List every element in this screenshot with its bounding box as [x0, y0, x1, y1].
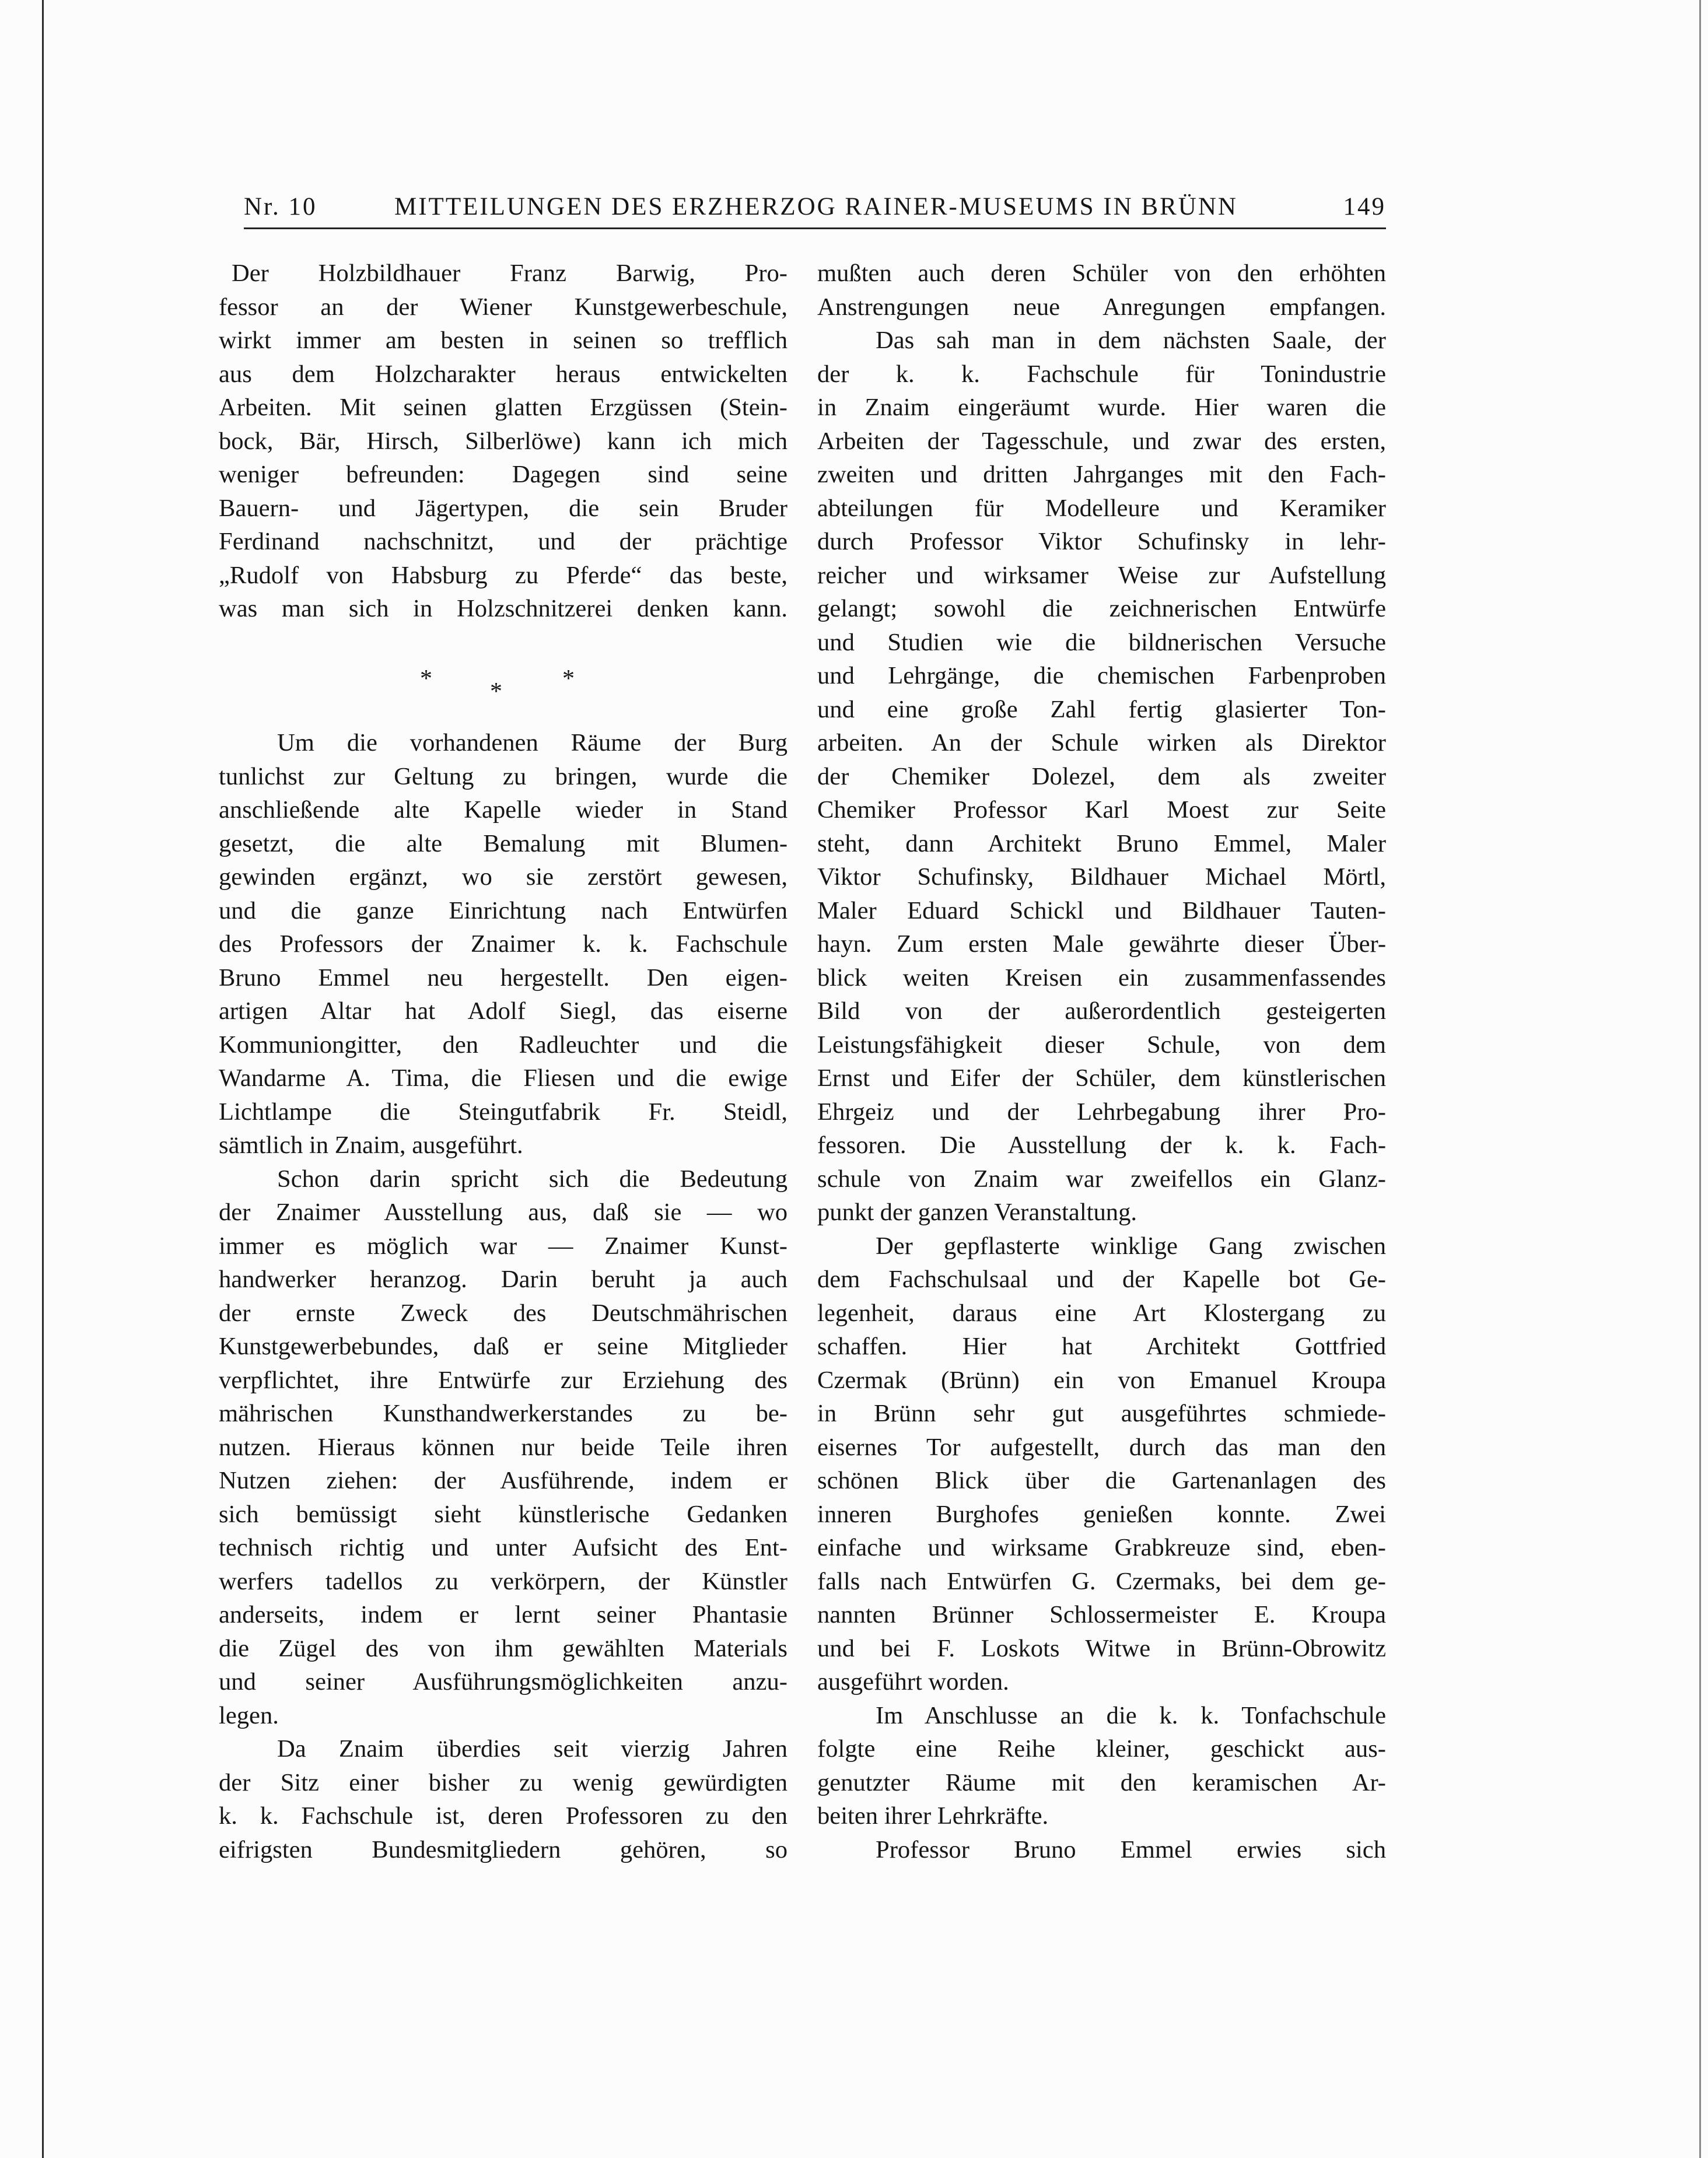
text-line: folgte eine Reihe kleiner, geschickt aus- — [817, 1735, 1386, 1763]
text-line: ausgeführt worden. — [817, 1668, 1009, 1695]
text-line: Der gepflasterte winklige Gang zwischen — [876, 1232, 1386, 1260]
scan-page-edge-right — [1699, 0, 1701, 2158]
text-line: Im Anschlusse an die k. k. Tonfachschule — [876, 1701, 1386, 1729]
text-line: Anstrengungen neue Anregungen empfangen. — [817, 293, 1386, 321]
section-separator — [420, 665, 595, 712]
text-line: Bruno Emmel neu hergestellt. Den eigen- — [219, 964, 788, 992]
text-line: Czermak (Brünn) ein von Emanuel Kroupa — [817, 1366, 1386, 1394]
text-line: Kommuniongitter, den Radleuchter und die — [219, 1031, 788, 1059]
running-header — [244, 192, 1386, 227]
text-line: Um die vorhandenen Räume der Burg — [277, 729, 788, 756]
text-line: werfers tadellos zu verkörpern, der Künstler — [219, 1567, 788, 1595]
page-number: 149 — [1343, 193, 1386, 220]
text-line: Leistungsfähigkeit dieser Schule, von dem — [817, 1031, 1386, 1059]
text-line: aus dem Holzcharakter heraus entwickelten — [219, 360, 788, 388]
text-line: mährischen Kunsthandwerkerstandes zu be- — [219, 1400, 788, 1427]
text-line: mußten auch deren Schüler von den erhöhten — [817, 260, 1386, 287]
text-line: bock, Bär, Hirsch, Silberlöwe) kann ich mich — [219, 427, 788, 455]
text-line: eifrigsten Bundesmitgliedern gehören, so — [219, 1835, 788, 1863]
text-line: gewinden ergänzt, wo sie zerstört gewesen, — [219, 863, 788, 891]
paragraph-kapelle — [219, 726, 788, 1162]
text-line: steht, dann Architekt Bruno Emmel, Maler — [817, 829, 1386, 857]
text-line: Bauern- und Jägertypen, die sein Bruder — [219, 494, 788, 522]
text-line: Ehrgeiz und der Lehrbegabung ihrer Pro- — [817, 1098, 1386, 1126]
paragraph-tonfachschule — [817, 1699, 1386, 1833]
text-line: Wandarme A. Tima, die Fliesen und die ewige — [219, 1064, 788, 1092]
text-line: k. k. Fachschule ist, deren Professoren zu den — [219, 1802, 788, 1830]
text-line: schaffen. Hier hat Architekt Gottfried — [817, 1333, 1386, 1360]
text-line: anderseits, indem er lernt seiner Phantasie — [219, 1601, 788, 1628]
text-line: Kunstgewerbebundes, daß er seine Mitglieder — [219, 1333, 788, 1360]
text-line: der k. k. Fachschule für Tonindustrie — [817, 360, 1386, 388]
paragraph-fachschule — [219, 1732, 788, 1866]
text-line: handwerker heranzog. Darin beruht ja auch — [219, 1266, 788, 1293]
text-line: fessor an der Wiener Kunstgewerbeschule, — [219, 293, 788, 321]
text-line: abteilungen für Modelleure und Keramiker — [817, 494, 1386, 522]
text-line: „Rudolf von Habsburg zu Pferde“ das beste, — [219, 561, 788, 589]
text-line: eisernes Tor aufgestellt, durch das man den — [817, 1433, 1386, 1461]
text-line: weniger befreunden: Dagegen sind seine — [219, 461, 788, 488]
text-line: schönen Blick über die Gartenanlagen des — [817, 1467, 1386, 1494]
text-line: legenheit, daraus eine Art Klostergang zu — [817, 1299, 1386, 1327]
text-line: Lichtlampe die Steingutfabrik Fr. Steidl, — [219, 1098, 788, 1126]
text-line: die Zügel des von ihm gewählten Materials — [219, 1634, 788, 1662]
text-line: Ernst und Eifer der Schüler, dem künstlerischen — [817, 1064, 1386, 1092]
text-line: reicher und wirksamer Weise zur Aufstellung — [817, 561, 1386, 589]
text-line: der Sitz einer bisher zu wenig gewürdigten — [219, 1768, 788, 1796]
text-line: durch Professor Viktor Schufinsky in lehr- — [817, 528, 1386, 555]
text-line: Bild von der außerordentlich gesteigerten — [817, 997, 1386, 1025]
text-line: punkt der ganzen Veranstaltung. — [817, 1199, 1138, 1226]
paragraph-barwig — [219, 257, 788, 626]
text-line: technisch richtig und unter Aufsicht des Ent- — [219, 1534, 788, 1561]
text-line: hayn. Zum ersten Male gewährte dieser Über- — [817, 930, 1386, 958]
text-line: anschließende alte Kapelle wieder in Stand — [219, 796, 788, 824]
text-line: in Znaim eingeräumt wurde. Hier waren die — [817, 394, 1386, 421]
paragraph-schueler — [817, 257, 1386, 324]
text-line: legen. — [219, 1701, 279, 1729]
text-line: sich bemüssigt sieht künstlerische Gedanken — [219, 1500, 788, 1528]
paragraph-klostergang — [817, 1229, 1386, 1699]
text-line: Nutzen ziehen: der Ausführende, indem er — [219, 1467, 788, 1494]
text-line: artigen Altar hat Adolf Siegl, das eiserne — [219, 997, 788, 1025]
text-line: einfache und wirksame Grabkreuze sind, eben- — [817, 1534, 1386, 1561]
text-line: Schon darin spricht sich die Bedeutung — [277, 1165, 788, 1193]
text-line: der Chemiker Dolezel, dem als zweiter — [817, 762, 1386, 790]
text-line: arbeiten. An der Schule wirken als Direktor — [817, 729, 1386, 756]
text-line: falls nach Entwürfen G. Czermaks, bei dem ge- — [817, 1567, 1386, 1595]
paragraph-tonindustrie — [817, 324, 1386, 1229]
text-line: nutzen. Hieraus können nur beide Teile ihren — [219, 1433, 788, 1461]
text-line: gelangt; sowohl die zeichnerischen Entwürfe — [817, 595, 1386, 622]
left-column — [219, 257, 788, 1866]
text-line: genutzter Räume mit den keramischen Ar- — [817, 1768, 1386, 1796]
text-line: und Lehrgänge, die chemischen Farbenproben — [817, 662, 1386, 689]
text-line: fessoren. Die Ausstellung der k. k. Fach- — [817, 1131, 1386, 1159]
text-line: wirkt immer am besten in seinen so trefflich — [219, 327, 788, 354]
text-line: Arbeiten. Mit seinen glatten Erzgüssen (Stein- — [219, 394, 788, 421]
text-line: dem Fachschulsaal und der Kapelle bot Ge- — [817, 1266, 1386, 1293]
text-line: der Znaimer Ausstellung aus, daß sie — wo — [219, 1199, 788, 1226]
text-line: und die ganze Einrichtung nach Entwürfen — [219, 896, 788, 924]
text-line: und eine große Zahl fertig glasierter Ton- — [817, 695, 1386, 723]
text-line: und seiner Ausführungsmöglichkeiten anzu- — [219, 1668, 788, 1695]
text-line: Chemiker Professor Karl Moest zur Seite — [817, 796, 1386, 824]
text-line: was man sich in Holzschnitzerei denken kann. — [219, 595, 788, 622]
text-line: der ernste Zweck des Deutschmährischen — [219, 1299, 788, 1327]
text-line: nannten Brünner Schlossermeister E. Kroupa — [817, 1601, 1386, 1628]
text-line: und Studien wie die bildnerischen Versuche — [817, 628, 1386, 656]
text-line: Professor Bruno Emmel erwies sich — [876, 1835, 1386, 1863]
paragraph-bedeutung — [219, 1162, 788, 1733]
asterisk: * — [490, 678, 502, 705]
text-line: blick weiten Kreisen ein zusammenfassendes — [817, 964, 1386, 992]
journal-title: MITTEILUNGEN DES ERZHERZOG RAINER-MUSEUMS IN BRÜNN — [394, 193, 1238, 220]
scan-page-edge-left — [42, 0, 44, 2158]
text-line: Arbeiten der Tagesschule, und zwar des ersten, — [817, 427, 1386, 455]
text-line: Ferdinand nachschnitzt, und der prächtige — [219, 528, 788, 555]
text-line: tunlichst zur Geltung zu bringen, wurde die — [219, 762, 788, 790]
text-line: sämtlich in Znaim, ausgeführt. — [219, 1131, 523, 1159]
text-line: zweiten und dritten Jahrganges mit den Fach- — [817, 461, 1386, 488]
text-line: in Brünn sehr gut ausgeführtes schmiede- — [817, 1400, 1386, 1427]
text-line: Da Znaim überdies seit vierzig Jahren — [277, 1735, 788, 1763]
text-line: schule von Znaim war zweifellos ein Glanz- — [817, 1165, 1386, 1193]
issue-number: Nr. 10 — [244, 193, 317, 220]
right-column — [817, 257, 1386, 1866]
text-line: verpflichtet, ihre Entwürfe zur Erziehung des — [219, 1366, 788, 1394]
text-line: gesetzt, die alte Bemalung mit Blumen- — [219, 829, 788, 857]
paragraph-emmel — [817, 1833, 1386, 1867]
asterisk: * — [562, 665, 575, 692]
text-line: immer es möglich war — Znaimer Kunst- — [219, 1232, 788, 1260]
text-line: Der Holzbildhauer Franz Barwig, Pro- — [232, 260, 788, 287]
text-line: und bei F. Loskots Witwe in Brünn-Obrowitz — [817, 1634, 1386, 1662]
text-line: inneren Burghofes genießen konnte. Zwei — [817, 1500, 1386, 1528]
text-line: Maler Eduard Schickl und Bildhauer Tauten- — [817, 896, 1386, 924]
header-rule — [244, 227, 1386, 229]
asterisk: * — [420, 665, 432, 692]
text-line: beiten ihrer Lehrkräfte. — [817, 1802, 1049, 1830]
text-line: Viktor Schufinsky, Bildhauer Michael Mörtl, — [817, 863, 1386, 891]
text-line: des Professors der Znaimer k. k. Fachschule — [219, 930, 788, 958]
text-line: Das sah man in dem nächsten Saale, der — [876, 327, 1386, 354]
